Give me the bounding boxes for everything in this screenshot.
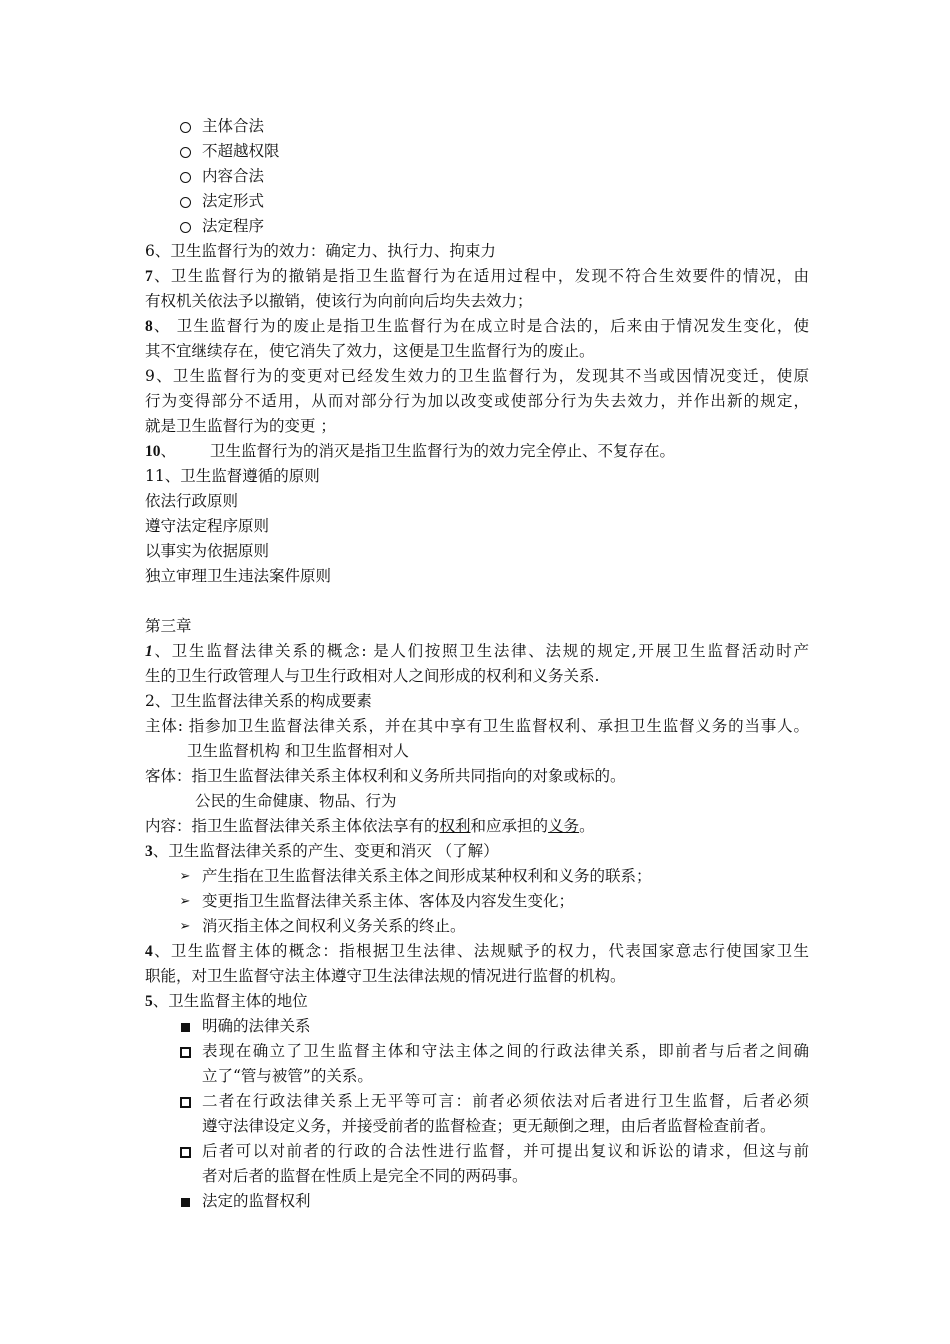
chapter-item-2-title: 2、卫生监督法律关系的构成要素 (145, 692, 372, 710)
list-item: 表现在确立了卫生监督主体和守法主体之间的行政法律关系，即前者与后者之间确 立了“管与被管”的关系。 (145, 1039, 809, 1089)
principle-item: 以事实为依据原则 (145, 542, 270, 560)
square-bullet-icon (175, 1189, 195, 1214)
circle-bullet-icon (175, 139, 195, 164)
hollow-square-bullet-icon (175, 1039, 195, 1064)
object-example: 公民的生命健康、物品、行为 (195, 792, 397, 810)
chapter-item-5-title: 5、卫生监督主体的地位 (145, 992, 308, 1010)
paragraph-7: 7、卫生监督行为的撤销是指卫生监督行为在适用过程中，发现不符合生效要件的情况，由 有权机关依法予以撤销，使该行为向前向后均失去效力； (145, 267, 809, 310)
principle-item: 独立审理卫生违法案件原则 (145, 567, 332, 585)
list-item: ➢ 变更指卫生监督法律关系主体、客体及内容发生变化； (145, 889, 809, 914)
square-bullet-icon (175, 1014, 195, 1039)
list-item: 不超越权限 (145, 139, 809, 164)
chapter-heading: 第三章 (145, 617, 192, 635)
subject-definition: 主体: 指参加卫生监督法律关系，并在其中享有卫生监督权利、承担卫生监督义务的当事人。 (145, 717, 809, 735)
arrow-bullet-icon: ➢ (179, 894, 191, 909)
arrow-bullet-icon: ➢ (179, 869, 191, 884)
principle-item: 遵守法定程序原则 (145, 517, 270, 535)
list-item: 后者可以对前者的行政的合法性进行监督，并可提出复议和诉讼的请求，但这与前 者对后者的监督在性质上是完全不同的两码事。 (145, 1139, 809, 1189)
circle-bullet-icon (175, 214, 195, 239)
principle-item: 依法行政原则 (145, 492, 239, 510)
paragraph-11-title: 11、卫生监督遵循的原则 (145, 467, 320, 485)
circle-bullet-icon (175, 164, 195, 189)
paragraph-8: 8、 卫生监督行为的废止是指卫生监督行为在成立时是合法的，后来由于情况发生变化，使 其不宜继续存在，使它消失了效力，这便是卫生监督行为的废止。 (145, 317, 809, 360)
chapter-item-1: 1、卫生监督法律关系的概念: 是人们按照卫生法律、法规的规定,开展卫生监督活动时产 生的卫生行政管理人与卫生行政相对人之间形成的权利和义务关系. (145, 642, 809, 685)
list-item: ➢ 消灭指主体之间权利义务关系的终止。 (145, 914, 809, 939)
content-definition: 内容：指卫生监督法律关系主体依法享有的权利和应承担的义务。 (145, 817, 595, 835)
hollow-square-bullet-icon (175, 1089, 195, 1114)
list-item: ➢ 产生指在卫生监督法律关系主体之间形成某种权利和义务的联系； (145, 864, 809, 889)
list-item: 主体合法 (145, 114, 809, 139)
paragraph-6: 6、卫生监督行为的效力：确定力、执行力、拘束力 (145, 242, 496, 260)
hollow-square-bullet-icon (175, 1139, 195, 1164)
chapter-item-3-title: 3、卫生监督法律关系的产生、变更和消灭 （了解） (145, 842, 499, 860)
subject-example: 卫生监督机构 和卫生监督相对人 (187, 742, 409, 760)
circle-bullet-icon (175, 189, 195, 214)
list-item: 明确的法律关系 (145, 1014, 809, 1039)
list-item: 内容合法 (145, 164, 809, 189)
paragraph-9: 9、卫生监督行为的变更对已经发生效力的卫生监督行为，发现其不当或因情况变迁，使原 行为变得部分不适用，从而对部分行为加以改变或使部分行为失去效力，并作出新的规定， 就是卫生监督行为的变更 ； (145, 367, 809, 435)
circle-bullet-icon (175, 114, 195, 139)
object-definition: 客体：指卫生监督法律关系主体权利和义务所共同指向的对象或标的。 (145, 767, 626, 785)
list-item: 二者在行政法律关系上无平等可言：前者必须依法对后者进行卫生监督，后者必须 遵守法律设定义务，并接受前者的监督检查；更无颠倒之理，由后者监督检查前者。 (145, 1089, 809, 1139)
list-item: 法定形式 (145, 189, 809, 214)
chapter-item-4: 4、卫生监督主体的概念：指根据卫生法律、法规赋予的权力，代表国家意志行使国家卫生 职能，对卫生监督守法主体遵守卫生法律法规的情况进行监督的机构。 (145, 942, 809, 985)
paragraph-10: 10、 卫生监督行为的消灭是指卫生监督行为的效力完全停止、不复存在。 (145, 442, 676, 460)
list-item: 法定的监督权利 (145, 1189, 809, 1214)
arrow-bullet-icon: ➢ (179, 919, 191, 934)
document-body (145, 114, 809, 1214)
list-item: 法定程序 (145, 214, 809, 239)
